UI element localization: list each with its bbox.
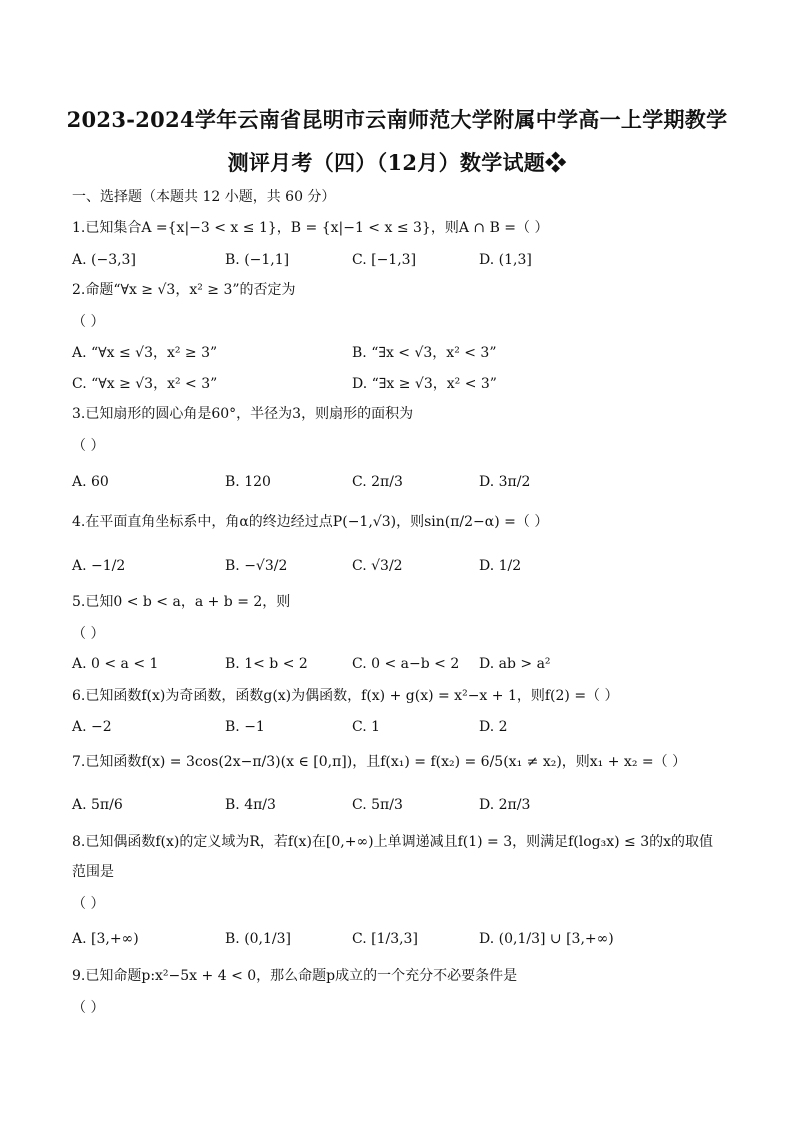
question-2-stem: 2.命题“∀x ≥ √3，x² ≥ 3”的否定为 bbox=[72, 282, 296, 298]
question-2-option-c: C. “∀x ≥ √3，x² < 3” bbox=[72, 376, 218, 392]
question-4-option-d: D. 1/2 bbox=[479, 558, 522, 574]
question-5-paren: （ ） bbox=[72, 626, 105, 642]
question-3-stem: 3.已知扇形的圆心角是60°，半径为3，则扇形的面积为 bbox=[72, 406, 414, 422]
question-8-option-d: D. (0,1/3] ∪ [3,+∞) bbox=[479, 931, 614, 947]
question-1-option-b: B. (−1,1] bbox=[225, 252, 290, 268]
question-7-option-a: A. 5π/6 bbox=[72, 797, 123, 813]
question-1-option-d: D. (1,3] bbox=[479, 252, 532, 268]
question-2-option-a: A. “∀x ≤ √3，x² ≥ 3” bbox=[72, 345, 218, 361]
question-3-paren: （ ） bbox=[72, 438, 105, 454]
question-7-option-d: D. 2π/3 bbox=[479, 797, 531, 813]
question-6-option-c: C. 1 bbox=[352, 719, 381, 735]
question-9-paren: （ ） bbox=[72, 1000, 105, 1016]
exam-title-line1: 2023-2024学年云南省昆明市云南师范大学附属中学高一上学期教学 bbox=[66, 107, 728, 132]
question-6-stem: 6.已知函数f(x)为奇函数，函数g(x)为偶函数，f(x) + g(x) = x²−x + 1，则f(2) =（ ） bbox=[72, 688, 619, 704]
question-4-option-b: B. −√3/2 bbox=[225, 558, 288, 574]
question-2-option-d: D. “∃x ≥ √3，x² < 3” bbox=[352, 376, 497, 392]
question-7-option-c: C. 5π/3 bbox=[352, 797, 403, 813]
question-7-option-b: B. 4π/3 bbox=[225, 797, 276, 813]
question-6-option-d: D. 2 bbox=[479, 719, 508, 735]
question-4-stem: 4.在平面直角坐标系中，角α的终边经过点P(−1,√3)，则sin(π/2−α) =（ ） bbox=[72, 514, 549, 530]
section-heading: 一、选择题（本题共 12 小题，共 60 分） bbox=[72, 189, 336, 205]
question-2-paren: （ ） bbox=[72, 314, 105, 330]
question-7-stem: 7.已知函数f(x) = 3cos(2x−π/3)(x ∈ [0,π])，且f(x₁) = f(x₂) = 6/5(x₁ ≠ x₂)，则x₁ + x₂ =（ ） bbox=[72, 754, 687, 770]
question-6-option-a: A. −2 bbox=[72, 719, 112, 735]
question-8-stem: 8.已知偶函数f(x)的定义域为R，若f(x)在[0,+∞)上单调递减且f(1) = 3，则满足f(log₃x) ≤ 3的x的取值 bbox=[72, 834, 714, 850]
question-5-option-d: D. ab > a² bbox=[479, 656, 551, 672]
question-5-option-c: C. 0 < a−b < 2 bbox=[352, 656, 460, 672]
question-6-option-b: B. −1 bbox=[225, 719, 265, 735]
question-8-option-a: A. [3,+∞) bbox=[72, 931, 139, 947]
question-9-stem: 9.已知命题p:x²−5x + 4 < 0，那么命题p成立的一个充分不必要条件是 bbox=[72, 968, 518, 984]
question-3-option-d: D. 3π/2 bbox=[479, 474, 531, 490]
exam-title-line2: 测评月考（四）（12月）数学试题❖ bbox=[227, 150, 567, 175]
question-4-option-c: C. √3/2 bbox=[352, 558, 403, 574]
question-5-stem: 5.已知0 < b < a，a + b = 2，则 bbox=[72, 594, 291, 610]
question-8-stem-cont: 范围是 bbox=[72, 864, 114, 880]
question-3-option-c: C. 2π/3 bbox=[352, 474, 403, 490]
question-2-option-b: B. “∃x < √3，x² < 3” bbox=[352, 345, 497, 361]
question-1-option-c: C. [−1,3] bbox=[352, 252, 417, 268]
question-5-option-b: B. 1< b < 2 bbox=[225, 656, 308, 672]
question-8-option-b: B. (0,1/3] bbox=[225, 931, 292, 947]
question-4-option-a: A. −1/2 bbox=[72, 558, 126, 574]
question-3-option-a: A. 60 bbox=[72, 474, 109, 490]
question-5-option-a: A. 0 < a < 1 bbox=[72, 656, 159, 672]
question-1-option-a: A. (−3,3] bbox=[72, 252, 136, 268]
question-8-option-c: C. [1/3,3] bbox=[352, 931, 418, 947]
question-1-stem: 1.已知集合A ={x|−3 < x ≤ 1}，B = {x|−1 < x ≤ 3}，则A ∩ B =（ ） bbox=[72, 220, 549, 236]
question-3-option-b: B. 120 bbox=[225, 474, 271, 490]
question-8-paren: （ ） bbox=[72, 896, 105, 912]
